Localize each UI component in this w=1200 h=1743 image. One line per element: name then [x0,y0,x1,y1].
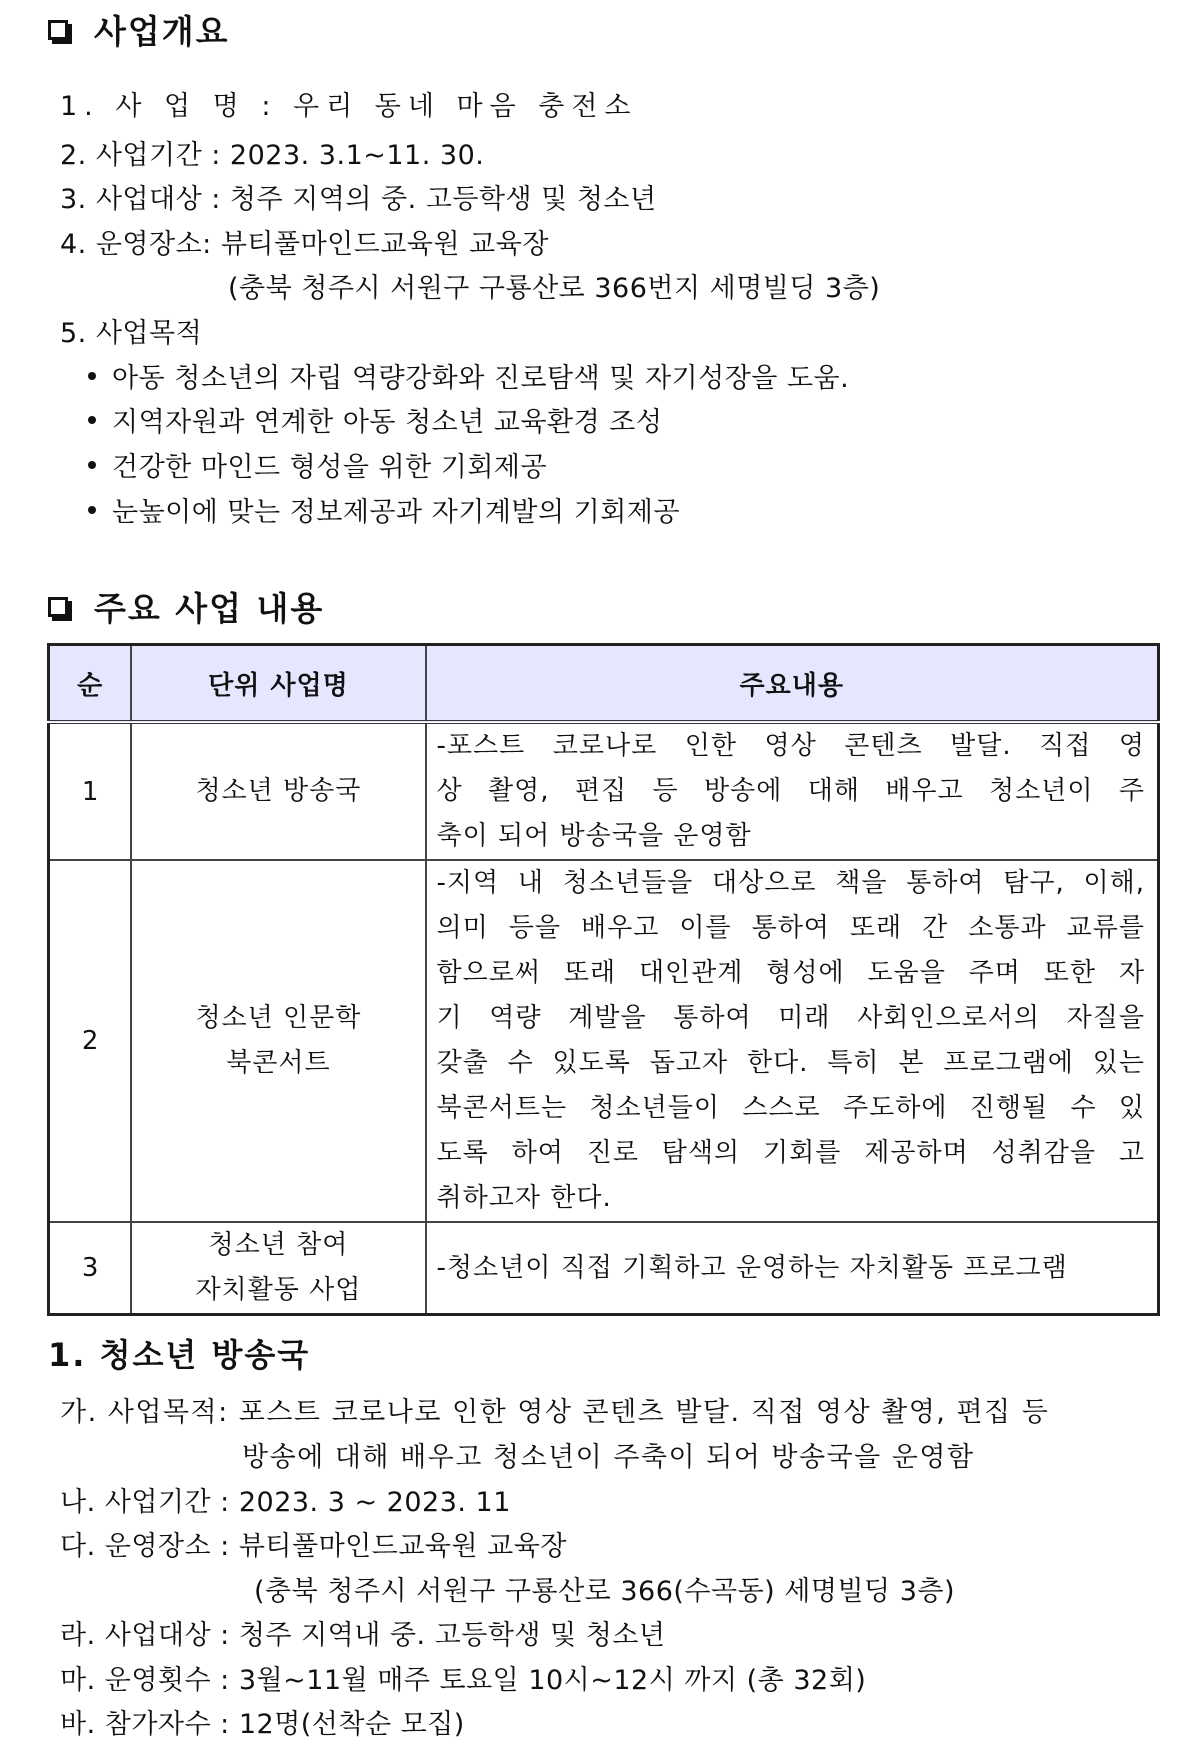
bullet-dot-icon [88,372,96,380]
table-row [49,1222,1159,1315]
goal-item: 지역자원과 연계한 아동 청소년 교육환경 조성 [88,400,662,439]
overview-item-address: (충북 청주시 서원구 구룡산로 366번지 세명빌딩 3층) [228,273,881,304]
broadcast-period: 나. 사업기간 : 2023. 3 ~ 2023. 11 [60,1487,511,1518]
overview-heading [48,6,230,53]
overview-item-target: 3. 사업대상 : 청주 지역의 중. 고등학생 및 청소년 [60,184,657,215]
header-name: 단위 사업명 [131,645,425,723]
broadcast-location: 다. 운영장소 : 뷰티풀마인드교육원 교육장 [60,1531,567,1562]
business-table [47,643,1160,1316]
bullet-dot-icon [88,416,96,424]
square-bullet-icon [48,597,68,617]
table-header-row [49,645,1159,723]
header-content: 주요내용 [426,645,1159,723]
row-no: 1 [49,722,132,860]
main-business-title: 주요 사업 내용 [94,589,325,628]
main-business-heading [48,583,324,630]
overview-item-purpose: 5. 사업목적 [60,318,203,349]
overview-item-location: 4. 운영장소: 뷰티풀마인드교육원 교육장 [60,229,549,260]
goal-item: 눈높이에 맞는 정보제공과 자기계발의 기회제공 [88,490,680,529]
overview-item-name: 1. 사 업 명 : 우리 동네 마음 충전소 [60,91,638,122]
header-no: 순 [49,645,132,723]
overview-title: 사업개요 [94,12,230,51]
broadcast-heading: 1. 청소년 방송국 [48,1336,311,1374]
row-name: 청소년 방송국 [131,722,425,860]
broadcast-purpose-cont: 방송에 대해 배우고 청소년이 주축이 되어 방송국을 운영함 [242,1442,975,1473]
broadcast-address: (충북 청주시 서원구 구룡산로 366(수곡동) 세명빌딩 3층) [254,1576,955,1607]
row-content: -청소년이 직접 기획하고 운영하는 자치활동 프로그램 [426,1222,1159,1315]
table-row [49,860,1159,1222]
row-no: 2 [49,860,132,1222]
bullet-dot-icon [88,506,96,514]
square-bullet-icon [48,20,68,40]
table-row [49,722,1159,860]
row-no: 3 [49,1222,132,1315]
goal-item: 건강한 마인드 형성을 위한 기회제공 [88,445,547,484]
broadcast-sessions: 마. 운영횟수 : 3월~11월 매주 토요일 10시~12시 까지 (총 32회) [60,1665,867,1696]
goal-item: 아동 청소년의 자립 역량강화와 진로탐색 및 자기성장을 도움. [88,356,849,395]
broadcast-participants: 바. 참가자수 : 12명(선착순 모집) [60,1709,465,1740]
bullet-dot-icon [88,461,96,469]
row-content: -지역 내 청소년들을 대상으로 책을 통하여 탐구, 이해, 의미 등을 배우고 이를 통하여 또래 간 소통과 교류를 함으로써 또래 대인관계 형성에 도움을 주며 또한 자 기 역량 계발을 통하여 미래 사회인으로서의 자질을 갖출 수 있도록 돕고자 한다. 특히 본 프로그램에 있는 북콘서트는 청소년들이 스스로 주도하에 진행될 수 있 도록 하여 진로 탐색의 기회를 제공하며 성취감을 고 취하고자 한다. [426,860,1159,1222]
row-content: -포스트 코로나로 인한 영상 콘텐츠 발달. 직접 영 상 촬영, 편집 등 방송에 대해 배우고 청소년이 주 축이 되어 방송국을 운영함 [426,722,1159,860]
row-name: 청소년 인문학 북콘서트 [131,860,425,1222]
broadcast-purpose: 가. 사업목적: 포스트 코로나로 인한 영상 콘텐츠 발달. 직접 영상 촬영, 편집 등 [60,1397,1050,1428]
overview-item-period: 2. 사업기간 : 2023. 3.1~11. 30. [60,140,485,171]
broadcast-target: 라. 사업대상 : 청주 지역내 중. 고등학생 및 청소년 [60,1620,666,1651]
row-name: 청소년 참여 자치활동 사업 [131,1222,425,1315]
